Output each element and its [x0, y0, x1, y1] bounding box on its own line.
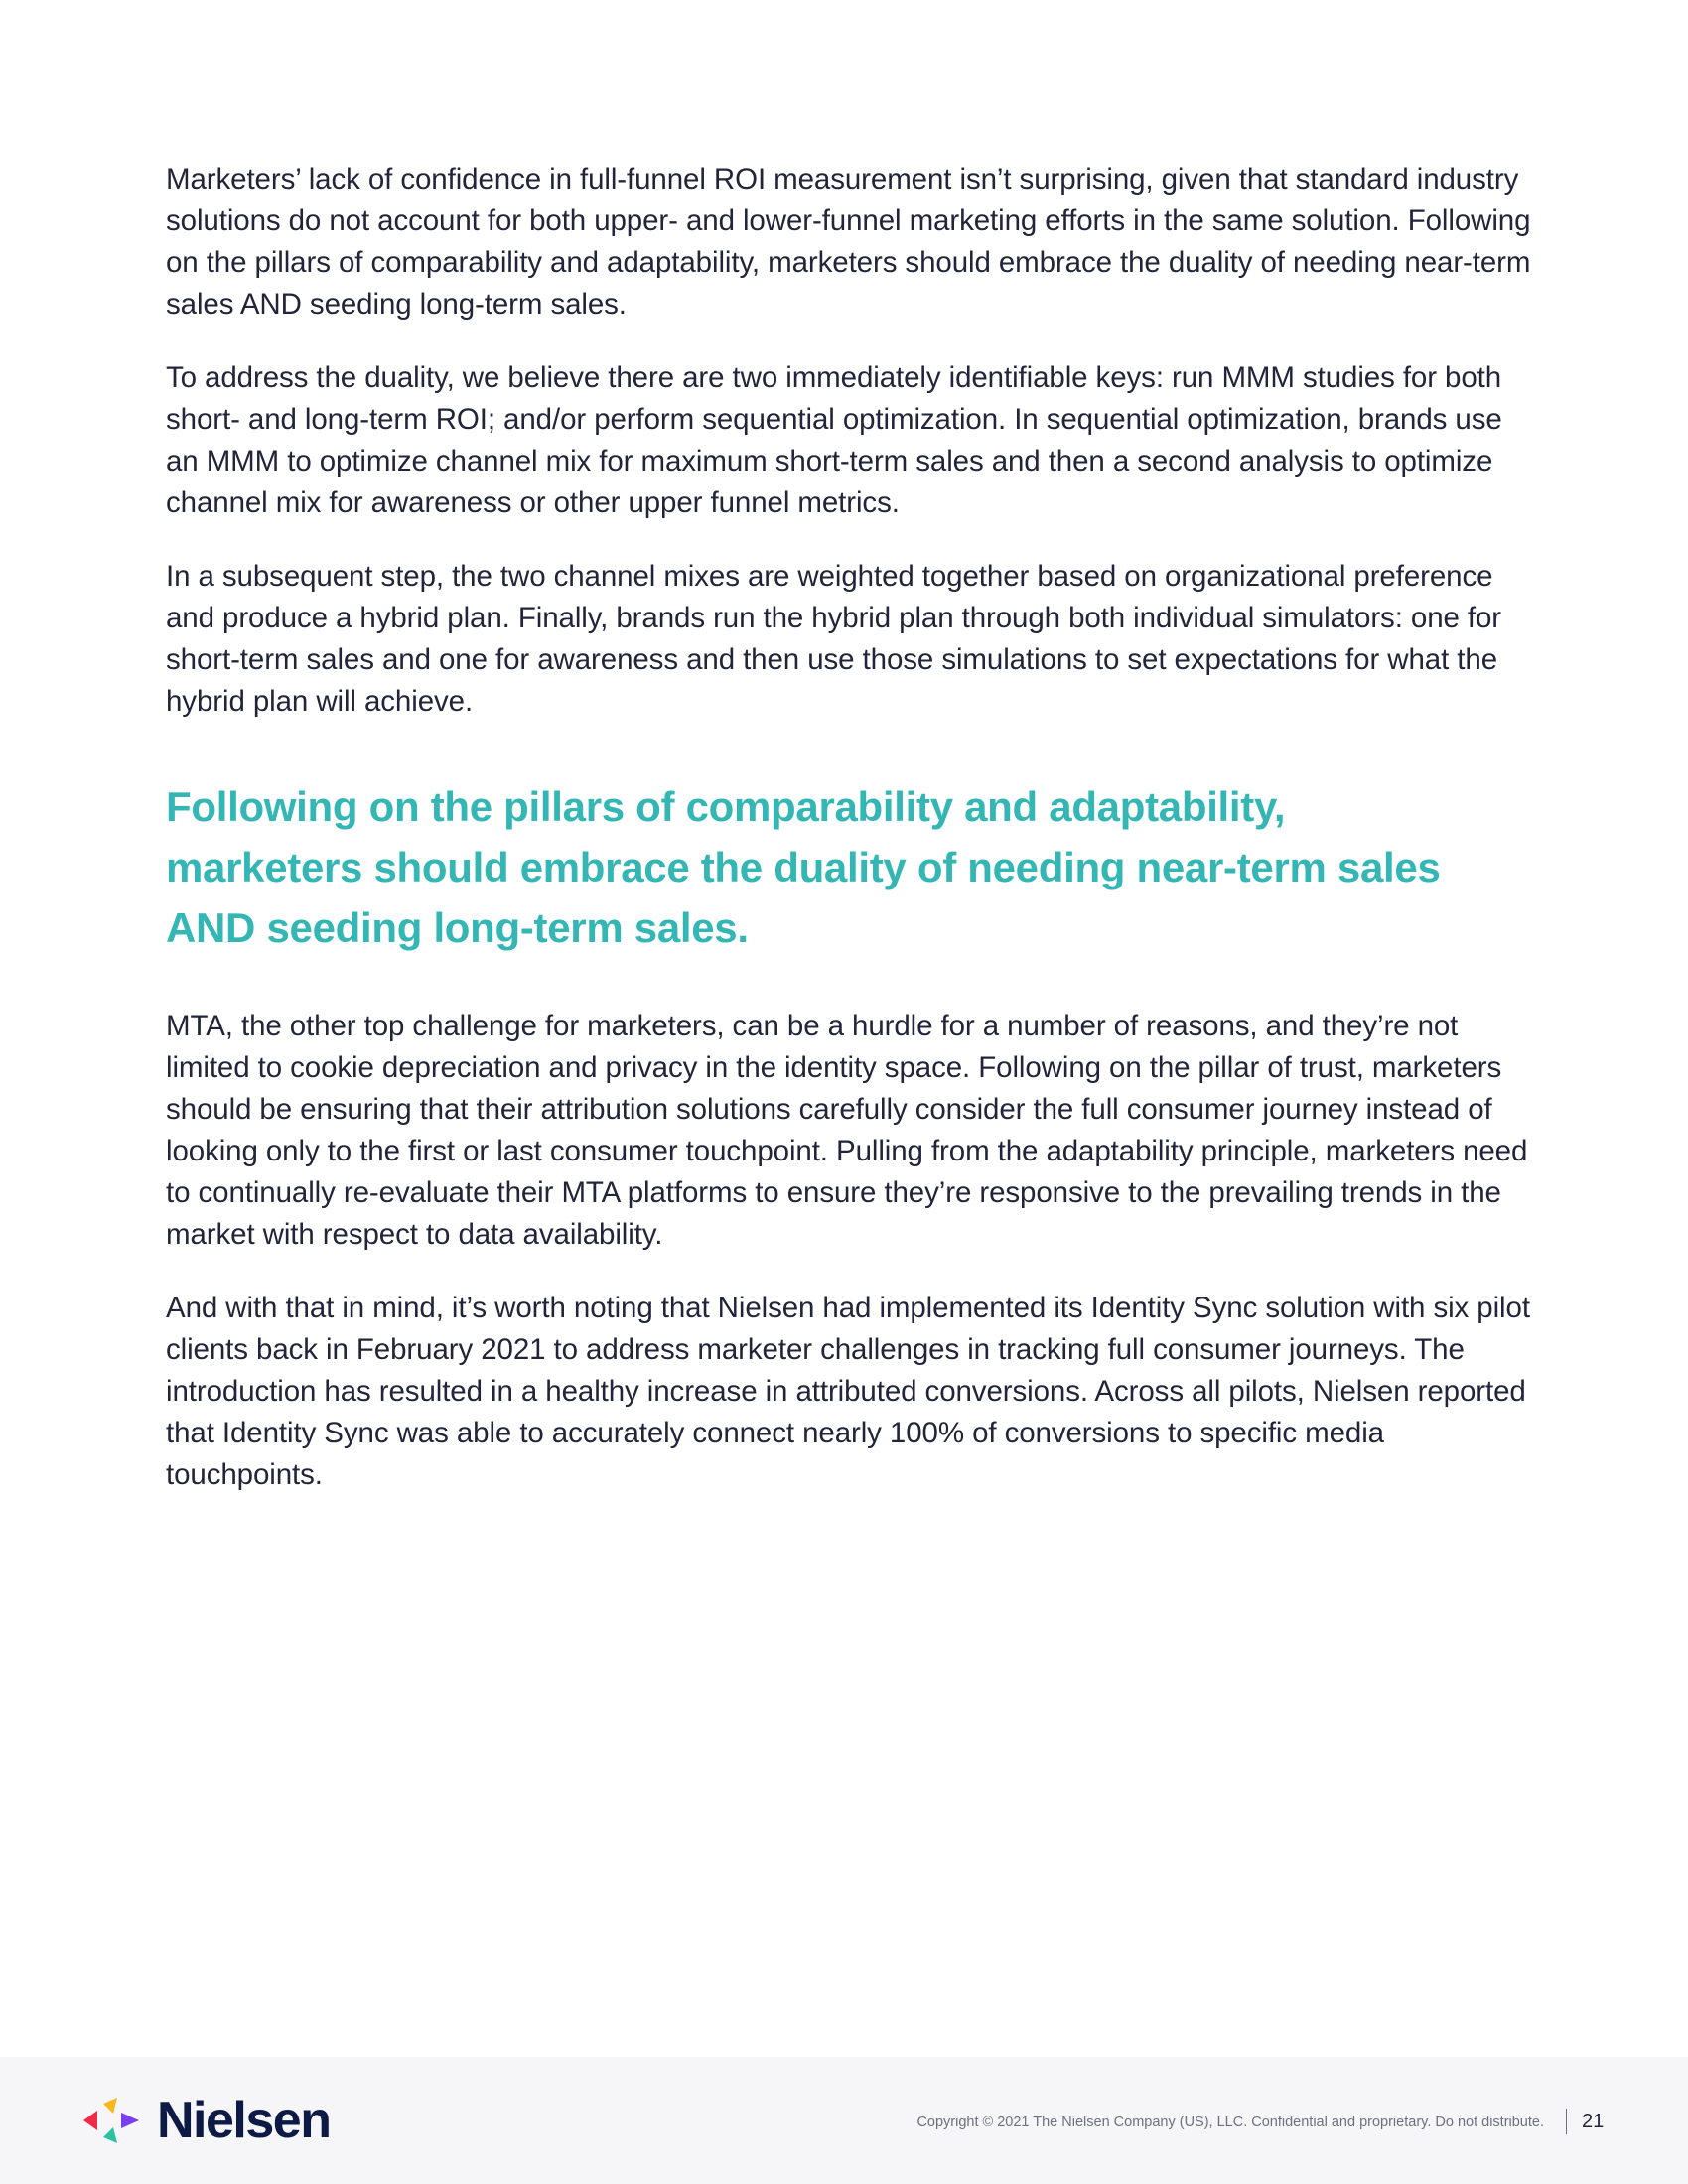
- logo-yellow-triangle: [103, 2098, 117, 2114]
- document-body: [166, 159, 1531, 1528]
- pull-quote: Following on the pillars of comparability and adaptability, marketers should embrace the duality of needing near-term sales AND seeding long-term sales.: [166, 783, 1441, 951]
- body-paragraph-5: And with that in mind, it’s worth noting that Nielsen had implemented its Identity Sync solution with six pilot clients back in February 2021 to address marketer challenges in tracking full consumer journeys. The introduction has resulted in a healthy increase in attributed conversions. Across all pilots, Nielsen reported that Identity Sync was able to accurately connect nearly 100% of conversions to specific media touchpoints.: [166, 1292, 1530, 1491]
- logo-wordmark: Nielsen: [157, 2092, 331, 2149]
- body-paragraph-1: Marketers’ lack of confidence in full-funnel ROI measurement isn’t surprising, given that standard industry solutions do not account for both upper- and lower-funnel marketing efforts in the same solution. Following on the pillars of comparability and adaptability, marketers should embrace the duality of needing near-term sales AND seeding long-term sales.: [166, 163, 1531, 321]
- body-paragraph-2: To address the duality, we believe there are two immediately identifiable keys: run MMM studies for both short- and long-term ROI; and/or perform sequential optimization. In sequential optimization, brands use an MMM to optimize channel mix for maximum short-term sales and then a second analysis to optimize channel mix for awareness or other upper funnel metrics.: [166, 361, 1502, 519]
- nielsen-logo-mark-icon: [81, 2096, 151, 2145]
- page-number: 21: [1582, 2111, 1605, 2132]
- logo-green-triangle: [103, 2127, 117, 2143]
- logo-red-triangle: [83, 2111, 97, 2130]
- copyright-notice: Copyright © 2021 The Nielsen Company (US), LLC. Confidential and proprietary. Do not distribute.: [916, 2115, 1544, 2130]
- body-paragraph-4: MTA, the other top challenge for marketers, can be a hurdle for a number of reasons, and they’re not limited to cookie depreciation and privacy in the identity space. Following on the pillar of trust, marketers should be ensuring that their attribution solutions carefully consider the full consumer journey instead of looking only to the first or last consumer touchpoint. Pulling from the adaptability principle, marketers need to continually re-evaluate their MTA platforms to ensure they’re responsive to the prevailing trends in the market with respect to data availability.: [166, 1010, 1528, 1251]
- nielsen-logo: [81, 2093, 330, 2148]
- body-paragraph-3: In a subsequent step, the two channel mixes are weighted together based on organizational preference and produce a hybrid plan. Finally, brands run the hybrid plan through both individual simulators: one for short-term sales and one for awareness and then use those simulations to set expectations for what the hybrid plan will achieve.: [166, 560, 1502, 718]
- logo-purple-triangle: [121, 2113, 139, 2128]
- page-footer: [0, 2057, 1688, 2184]
- footer-divider: [1566, 2109, 1567, 2134]
